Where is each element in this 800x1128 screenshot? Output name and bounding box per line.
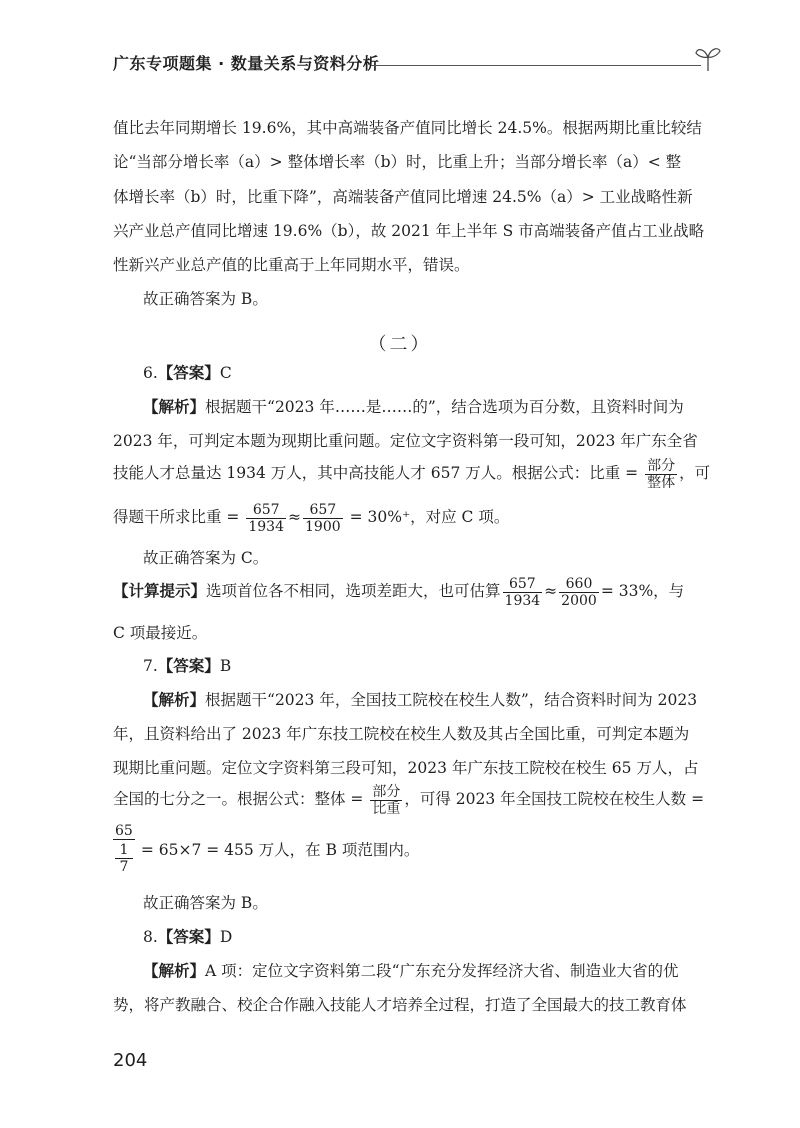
fraction-numerator: 部分 — [647, 457, 676, 474]
q6-line3-tail: ，可 — [679, 464, 711, 482]
q8-answer: D — [219, 928, 233, 946]
fraction-numerator: 660 — [559, 576, 599, 593]
q7-line4-text: 全国的七分之一。根据公式：整体 = — [113, 790, 364, 808]
fraction-numerator: 部分 — [372, 783, 401, 800]
header-rule — [371, 65, 701, 66]
q6-analysis-line3 — [113, 456, 710, 491]
q7-line4-tail: ，可得 2023 年全国技工院校在校生人数 = — [404, 790, 705, 808]
q7-answer: B — [219, 657, 232, 675]
q7-analysis-label: 【解析】 — [143, 691, 206, 709]
q6-answer-line — [143, 363, 232, 383]
paragraph1-line3: 体增长率（b）时，比重下降”，高端装备产值同比增速 24.5%（a）> 工业战略性新 — [113, 188, 693, 206]
q7-analysis-line2: 年，且资料给出了 2023 年广东技工院校在校生人数及其占全国比重，可判定本题为 — [113, 725, 690, 743]
paragraph1-line4: 兴产业总产值同比增速 19.6%（b），故 2021 年上半年 S 市高端装备产值占工业战略 — [113, 222, 705, 240]
q7-analysis-text1: 根据题干“2023 年，全国技工院校在校生人数”，结合资料时间为 2023 — [205, 691, 698, 709]
fraction-numerator: 65 — [115, 823, 133, 839]
q6-analysis-label: 【解析】 — [143, 398, 206, 416]
q6-answer: C — [219, 364, 232, 382]
q6-analysis-line4 — [113, 500, 509, 535]
fraction-numerator: 657 — [246, 502, 286, 519]
q6-conclusion: 故正确答案为 C。 — [143, 549, 269, 567]
fraction-numerator: 657 — [503, 576, 543, 593]
q6-hint-line1 — [113, 574, 684, 609]
fraction-denominator: 1934 — [504, 592, 541, 609]
q6-hint-line2: C 项最接近。 — [113, 624, 208, 642]
q8-answer-line — [143, 927, 232, 947]
running-header — [113, 44, 718, 80]
fraction-denominator — [113, 840, 135, 875]
q6-hint-tail: = 33%，与 — [600, 582, 685, 600]
q8-analysis-line1 — [143, 961, 679, 981]
section-title: （二） — [368, 334, 432, 355]
q6-number: 6. — [143, 364, 158, 382]
q7-analysis-line1 — [143, 690, 697, 710]
q8-analysis-label: 【解析】 — [143, 962, 206, 980]
inner-denominator: 7 — [119, 859, 129, 875]
q7-conclusion: 故正确答案为 B。 — [143, 894, 268, 912]
conclusion-1: 故正确答案为 B。 — [143, 290, 268, 308]
q6-line4-tail: = 30%⁺，对应 C 项。 — [349, 508, 510, 526]
q6-analysis-line1 — [143, 397, 684, 417]
fraction-denominator: 比重 — [372, 800, 401, 817]
q7-analysis-line5 — [113, 823, 419, 875]
q6-fraction-2 — [303, 502, 343, 535]
q6-fraction-1 — [246, 502, 286, 535]
q8-answer-label: 【答案】 — [157, 928, 220, 946]
approx-sign: ≈ — [288, 508, 301, 526]
fraction-numerator: 657 — [303, 502, 343, 519]
q6-analysis-text1: 根据题干“2023 年……是……的”，结合选项为百分数，且资料时间为 — [205, 398, 684, 416]
sprout-icon — [695, 44, 721, 72]
header-title: 广东专项题集 · 数量关系与资料分析 — [113, 54, 380, 73]
q6-hint-label: 【计算提示】 — [113, 582, 207, 600]
q6-answer-label: 【答案】 — [157, 364, 220, 382]
q7-number: 7. — [143, 657, 158, 675]
fraction-denominator: 整体 — [647, 474, 676, 491]
q6-hint-fraction-2 — [559, 576, 599, 609]
fraction-denominator: 1900 — [305, 518, 341, 535]
paragraph1-line5: 性新兴产业总产值的比重高于上年同期水平，错误。 — [113, 256, 470, 274]
fraction-denominator: 2000 — [561, 592, 597, 609]
q8-analysis-line2: 势，将产教融合、校企合作融入技能人才培养全过程，打造了全国最大的技工教育体 — [113, 996, 687, 1014]
q7-compound-fraction — [113, 823, 135, 875]
q7-analysis-line3: 现期比重问题。定位文字资料第三段可知，2023 年广东技工院校在校生 65 万人，占 — [113, 759, 699, 777]
approx-sign: ≈ — [544, 582, 558, 600]
q6-hint-text: 选项首位各不相同，选项差距大，也可估算 — [206, 582, 501, 600]
q8-number: 8. — [143, 928, 158, 946]
q6-hint-fraction-1 — [503, 576, 543, 609]
q7-analysis-line4 — [113, 782, 704, 817]
q6-line3-text: 技能人才总量达 1934 万人，其中高技能人才 657 万人。根据公式：比重 = — [113, 464, 639, 482]
q7-answer-label: 【答案】 — [157, 657, 220, 675]
fraction-denominator: 1934 — [248, 518, 284, 535]
q6-line4-text: 得题干所求比重 = — [113, 508, 240, 526]
q6-analysis-line2: 2023 年，可判定本题为现期比重问题。定位文字资料第一段可知，2023 年广东全省 — [113, 432, 698, 450]
page-number: 204 — [113, 1050, 148, 1071]
paragraph1-line1: 值比去年同期增长 19.6%，其中高端装备产值同比增长 24.5%。根据两期比重比较结 — [113, 119, 702, 137]
q6-formula-fraction — [645, 458, 677, 491]
q7-formula-fraction — [370, 784, 402, 817]
q7-line5-text: = 65×7 = 455 万人，在 B 项范围内。 — [140, 841, 420, 859]
paragraph1-line2: 论“当部分增长率（a）> 整体增长率（b）时，比重上升；当部分增长率（a）< 整 — [113, 153, 682, 171]
q8-analysis-text1: A 项：定位文字资料第二段“广东充分发挥经济大省、制造业大省的优 — [205, 962, 679, 980]
q7-answer-line — [143, 656, 231, 676]
inner-numerator: 1 — [115, 842, 133, 859]
